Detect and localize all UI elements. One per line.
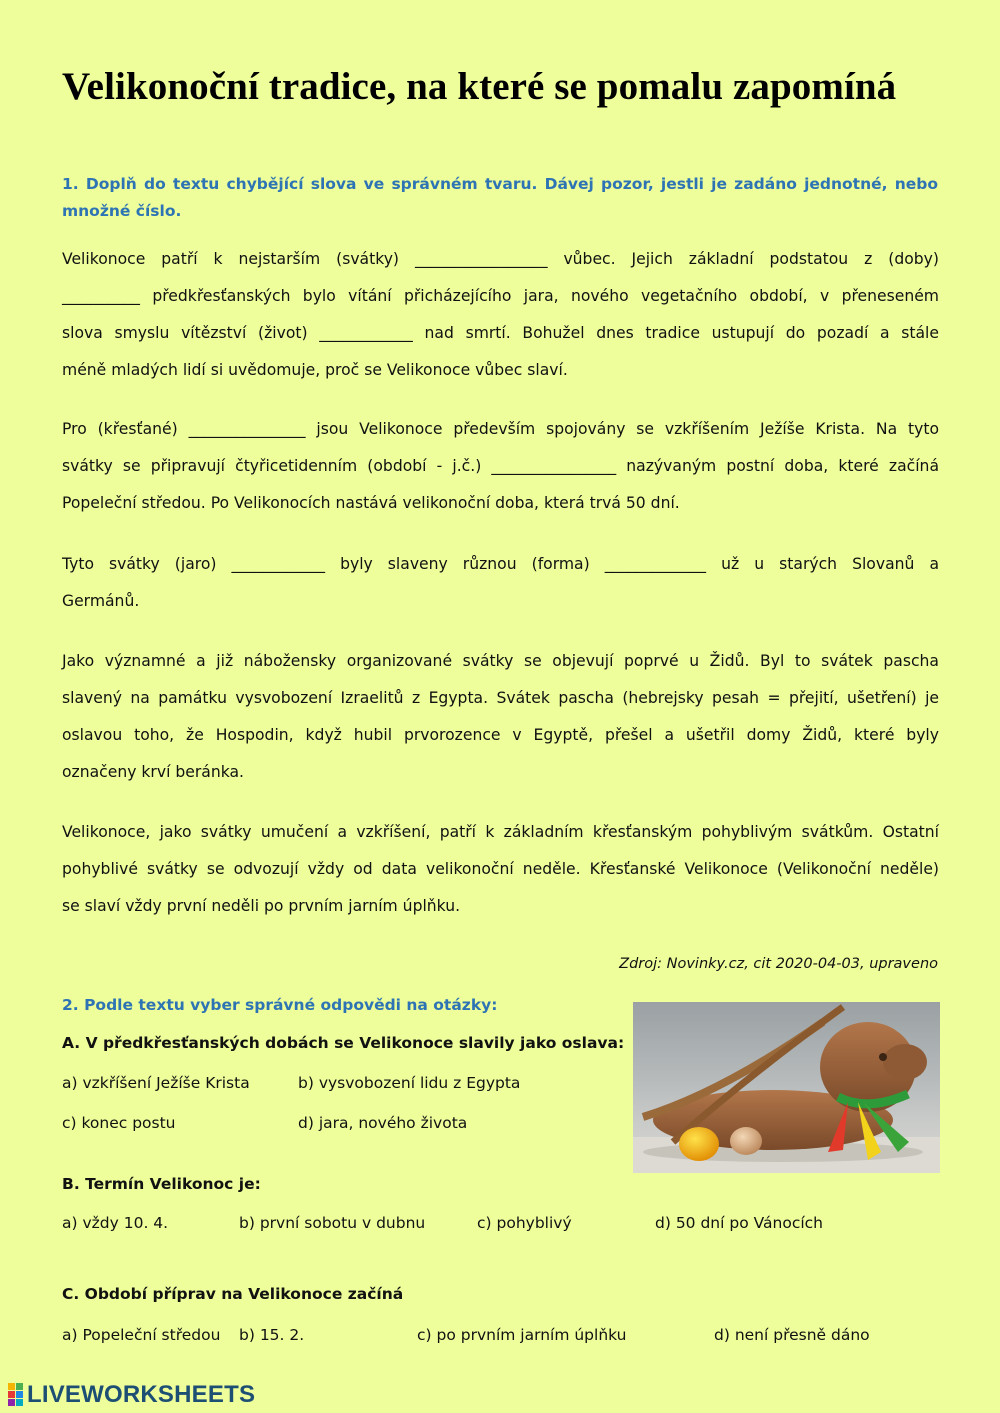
paragraph-1 xyxy=(62,241,939,389)
easter-lamb-image-icon xyxy=(633,1002,940,1173)
paragraph-4 xyxy=(62,643,939,791)
paragraph-line: Pro (křesťané) _______________ jsou Velikonoce především spojovány se vzkříšením Ježíše Krista. Na tyto xyxy=(62,420,939,438)
answer-option[interactable]: a) Popeleční středou xyxy=(62,1326,221,1344)
paragraph-2 xyxy=(62,411,939,522)
paragraph-line: Jako významné a již nábožensky organizované svátky se objevují poprvé u Židů. Byl to svátek pascha xyxy=(62,652,939,670)
logo-blocks-icon xyxy=(8,1383,24,1407)
task1-heading xyxy=(62,171,938,225)
answer-option[interactable]: a) vždy 10. 4. xyxy=(62,1214,169,1232)
task1-heading-line: množné číslo. xyxy=(62,202,182,220)
answer-option[interactable]: d) jara, nového života xyxy=(298,1114,468,1132)
task2-heading: 2. Podle textu vyber správné odpovědi na otázky: xyxy=(62,996,498,1014)
paragraph-line: se slaví vždy první neděli po prvním jarním úplňku. xyxy=(62,897,461,915)
answer-option[interactable]: b) vysvobození lidu z Egypta xyxy=(298,1074,521,1092)
paragraph-line: Velikonoce, jako svátky umučení a vzkříšení, patří k základním křesťanským pohyblivým svátkům. Ostatní xyxy=(62,823,939,841)
source-citation: Zdroj: Novinky.cz, cit 2020-04-03, upraveno xyxy=(619,956,938,972)
paragraph-line: Popeleční středou. Po Velikonocích nastává velikonoční doba, která trvá 50 dní. xyxy=(62,494,680,512)
logo-text: LIVEWORKSHEETS xyxy=(27,1381,256,1408)
easter-lamb-photo xyxy=(633,1002,940,1173)
paragraph-line: méně mladých lidí si uvědomuje, proč se Velikonoce vůbec slaví. xyxy=(62,361,568,379)
paragraph-line: Velikonoce patří k nejstarším (svátky) _________________ vůbec. Jejich základní podstatou z (doby) xyxy=(62,250,939,268)
answer-option[interactable]: d) 50 dní po Vánocích xyxy=(655,1214,823,1232)
answer-option[interactable]: c) konec postu xyxy=(62,1114,176,1132)
liveworksheets-logo xyxy=(8,1381,255,1409)
paragraph-line: Tyto svátky (jaro) ____________ byly slaveny různou (forma) _____________ už u starých Slovanů a xyxy=(62,555,939,573)
paragraph-line: pohyblivé svátky se odvozují vždy od data velikonoční neděle. Křesťanské Velikonoce (Velikonoční neděle) xyxy=(62,860,939,878)
answer-option[interactable]: c) pohyblivý xyxy=(477,1214,572,1232)
answer-option[interactable]: d) není přesně dáno xyxy=(714,1326,870,1344)
task1-heading-line: 1. Doplň do textu chybějící slova ve správném tvaru. Dávej pozor, jestli je zadáno jednotné, nebo xyxy=(62,175,938,193)
answer-option[interactable]: a) vzkříšení Ježíše Krista xyxy=(62,1074,250,1092)
question-c: C. Období příprav na Velikonoce začíná xyxy=(62,1285,404,1303)
answer-option[interactable]: c) po prvním jarním úplňku xyxy=(417,1326,627,1344)
paragraph-line: označeny krví beránka. xyxy=(62,763,244,781)
paragraph-line: oslavou toho, že Hospodin, když hubil prvorozence v Egyptě, přešel a ušetřil domy Židů, které byly xyxy=(62,726,939,744)
paragraph-line: slova smyslu vítězství (život) ____________ nad smrtí. Bohužel dnes tradice ustupují do pozadí a stále xyxy=(62,324,939,342)
answer-option[interactable]: b) první sobotu v dubnu xyxy=(239,1214,426,1232)
paragraph-line: __________ předkřesťanských bylo vítání přicházejícího jara, nového vegetačního období, v přeneseném xyxy=(62,287,939,305)
paragraph-line: svátky se připravují čtyřicetidenním (období - j.č.) ________________ nazývaným postní doba, které začíná xyxy=(62,457,939,475)
paragraph-5 xyxy=(62,814,939,925)
paragraph-line: Germánů. xyxy=(62,592,140,610)
answer-option[interactable]: b) 15. 2. xyxy=(239,1326,305,1344)
question-b: B. Termín Velikonoc je: xyxy=(62,1175,261,1193)
page-title: Velikonoční tradice, na které se pomalu zapomíná xyxy=(62,65,897,108)
paragraph-3 xyxy=(62,546,939,620)
question-a: A. V předkřesťanských dobách se Velikonoce slavily jako oslava: xyxy=(62,1034,625,1052)
paragraph-line: slavený na památku vysvobození Izraelitů z Egypta. Svátek pascha (hebrejsky pesah = přejití, ušetření) je xyxy=(62,689,939,707)
